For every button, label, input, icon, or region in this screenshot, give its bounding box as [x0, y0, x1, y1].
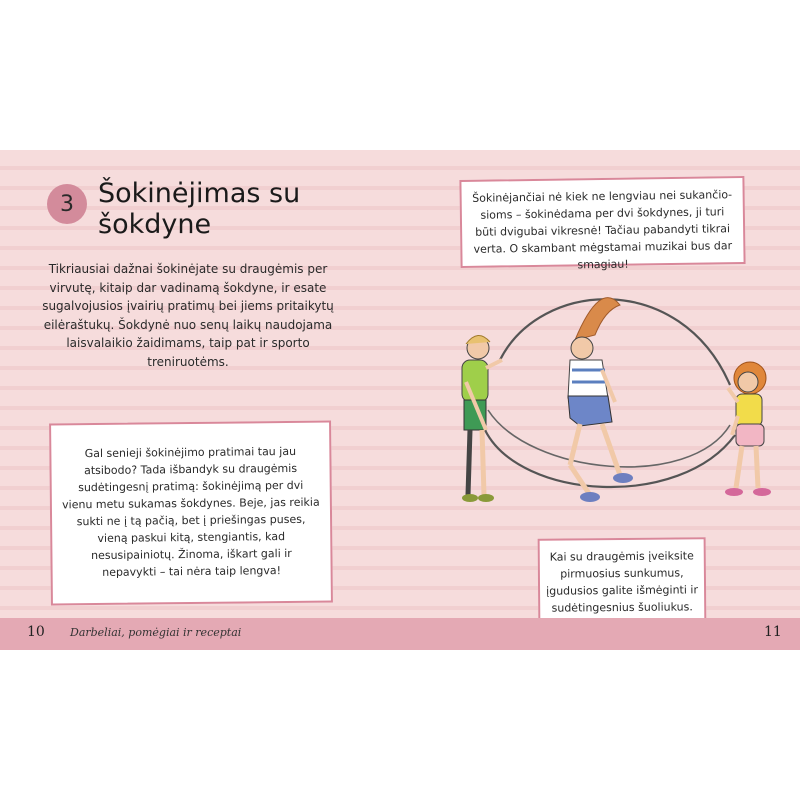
- right-girl-figure: [725, 362, 771, 496]
- book-title: Darbeliai, pomėgiai ir receptai: [70, 626, 242, 639]
- note-box-right-top: Šokinėjančiai nė kiek ne lengviau nei sukančiosioms – šokinėdama per dvi šokdynes, ji turi būti dvigubai vikresnė! Tačiau pabandyti tikrai verta. O skambant mėgstamai muzikai bus dar smagiau!: [459, 176, 745, 268]
- book-spread: [0, 150, 800, 650]
- intro-paragraph: Tikriausiai dažnai šokinėjate su draugėmis per virvutę, kitaip dar vadinamą šokdyne, ir esate sugalvojusios įvairių pratimų bei jiems pritaikytų eilėraštukų. Šokdynė nuo senų laikų naudojama laisvalaikio žaidimams, taip pat ir sporto treniruotėms.: [42, 262, 334, 369]
- middle-girl-figure: [568, 298, 633, 502]
- chapter-title: Šokinėjimas su šokdyne: [98, 178, 301, 240]
- chapter-number-badge: 3: [47, 184, 87, 224]
- rope-upper-icon: [500, 299, 730, 385]
- girls-jumping-rope-illustration: [430, 290, 790, 520]
- page-footer: [0, 618, 800, 650]
- rope-lower-icon: [485, 430, 735, 487]
- left-girl-figure: [462, 335, 502, 502]
- right-page-number: 11: [764, 624, 782, 640]
- note-box-right-bottom: Kai su draugėmis įveiksite pirmuosius sunkumus, įgudusios galite išmėginti ir sudėtingesnius šuoliukus.: [538, 537, 707, 628]
- note-box-left: Gal senieji šokinėjimo pratimai tau jau atsibodo? Tada išbandyk su draugėmis sudėtingesnį pratimą: šokinėjimą per dvi vienu metu sukamas šokdynes. Beje, jas reikia sukti ne į tą pačią, bet į priešingas puses, vieną paskui kitą, stengiantis, kad nesusipainiotų. Žinoma, iškart gali ir nepavykti – tai nėra taip lengva!: [49, 421, 333, 606]
- left-page-number: 10: [27, 624, 45, 640]
